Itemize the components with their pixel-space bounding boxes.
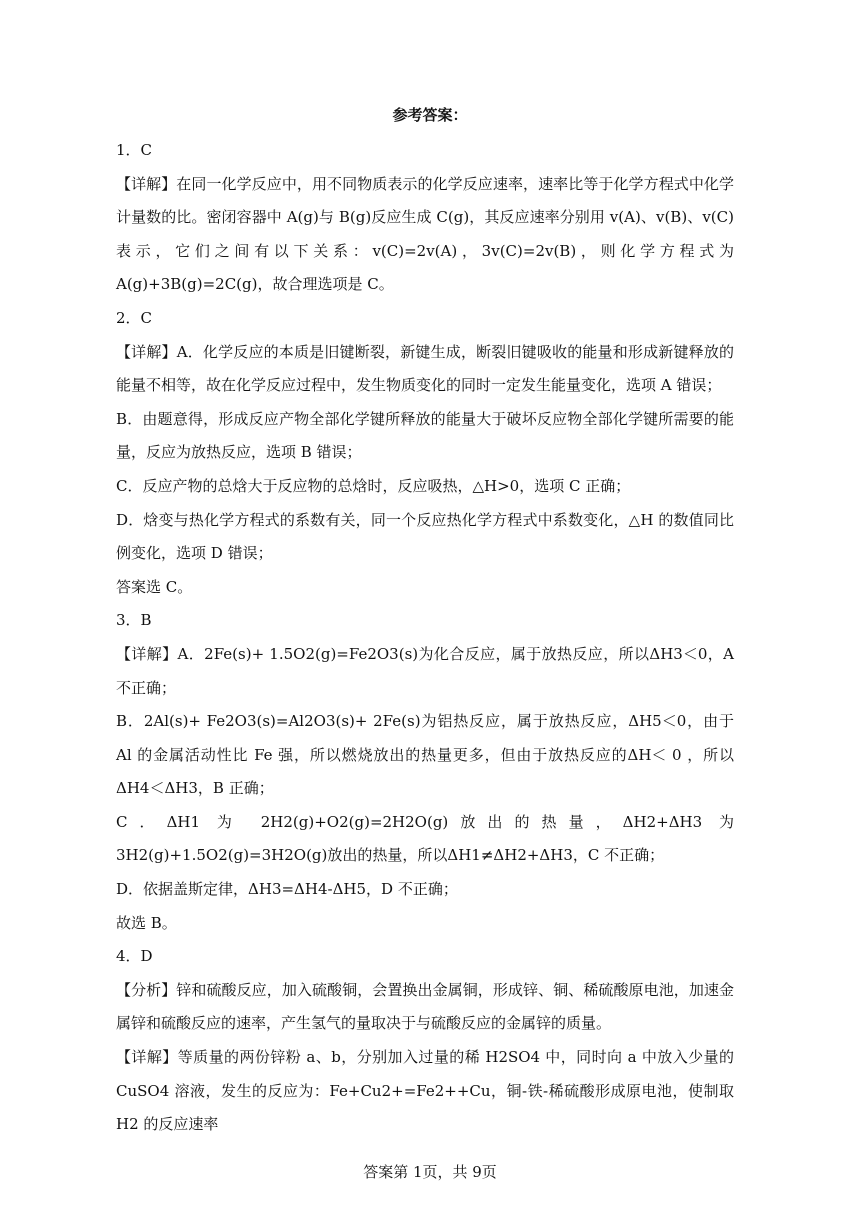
answer-2-option-c: C．反应产物的总焓大于反应物的总焓时，反应吸热，△H>0，选项 C 正确； <box>116 476 631 495</box>
page-title: 参考答案： <box>392 106 468 124</box>
answer-2-option-a: 【详解】A．化学反应的本质是旧键断裂，新键生成，断裂旧键吸收的能量和形成新键释放的能量不相等，故在化学反应过程中，发生物质变化的同时一定发生能量变化，选项 A 错误； <box>116 342 734 395</box>
answer-2-number: 2．C <box>116 308 153 327</box>
answer-3-conclusion: 故选 B。 <box>116 913 177 932</box>
answer-4-number: 4．D <box>116 947 153 966</box>
answer-3-option-a: 【详解】A．2Fe(s)+ 1.5O2(g)=Fe2O3(s)为化合反应，属于放热反应，所以ΔH3＜0，A 不正确； <box>116 644 734 697</box>
answer-3-option-b: B．2Al(s)+ Fe2O3(s)=Al2O3(s)+ 2Fe(s)为铝热反应，属于放热反应，ΔH5＜0，由于 Al 的金属活动性比 Fe 强，所以燃烧放出的热量更多，但由于放热反应的ΔH＜ 0 ，所以ΔH4＜ΔH3，B 正确； <box>116 712 734 798</box>
answer-3-option-d: D．依据盖斯定律，ΔH3=ΔH4-ΔH5，D 不正确； <box>116 880 458 899</box>
answer-2-conclusion: 答案选 C。 <box>116 577 193 596</box>
answer-3-number: 3．B <box>116 611 152 630</box>
answer-1-number: 1．C <box>116 141 153 159</box>
answer-4-analysis: 【分析】锌和硫酸反应，加入硫酸铜，会置换出金属铜，形成锌、铜、稀硫酸原电池，加速金属锌和硫酸反应的速率，产生氢气的量取决于与硫酸反应的金属锌的质量。 <box>116 980 734 1033</box>
answer-2-option-d: D．焓变与热化学方程式的系数有关，同一个反应热化学方程式中系数变化，△H 的数值同比例变化，选项 D 错误； <box>116 510 734 563</box>
answer-1-detail: 【详解】在同一化学反应中，用不同物质表示的化学反应速率，速率比等于化学方程式中化学计量数的比。密闭容器中 A(g)与 B(g)反应生成 C(g)，其反应速率分别用 v(A)、v(B)、v(C)表示，它们之间有以下关系：v(C)=2v(A)，3v(C)=2v(B)，则化学方程式为 A(g)+3B(g)=2C(g)，故合理选项是 C。 <box>116 174 734 294</box>
answer-3-option-c: C．ΔH1 为 2H2(g)+O2(g)=2H2O(g)放出的热量，ΔH2+ΔH3 为 3H2(g)+1.5O2(g)=3H2O(g)放出的热量，所以ΔH1≠ΔH2+ΔH3，C 不正确； <box>116 812 734 865</box>
answer-4-detail: 【详解】等质量的两份锌粉 a、b，分别加入过量的稀 H2SO4 中，同时向 a 中放入少量的 CuSO4 溶液，发生的反应为：Fe+Cu2+=Fe2++Cu，铜-铁-稀硫酸形成原电池，使制取 H2 的反应速率 <box>116 1048 734 1134</box>
page-footer: 答案第 1页，共 9页 <box>363 1163 497 1181</box>
answer-2-option-b: B．由题意得，形成反应产物全部化学键所释放的能量大于破坏反应物全部化学键所需要的能量，反应为放热反应，选项 B 错误； <box>116 409 734 462</box>
answer-content <box>116 134 734 1142</box>
